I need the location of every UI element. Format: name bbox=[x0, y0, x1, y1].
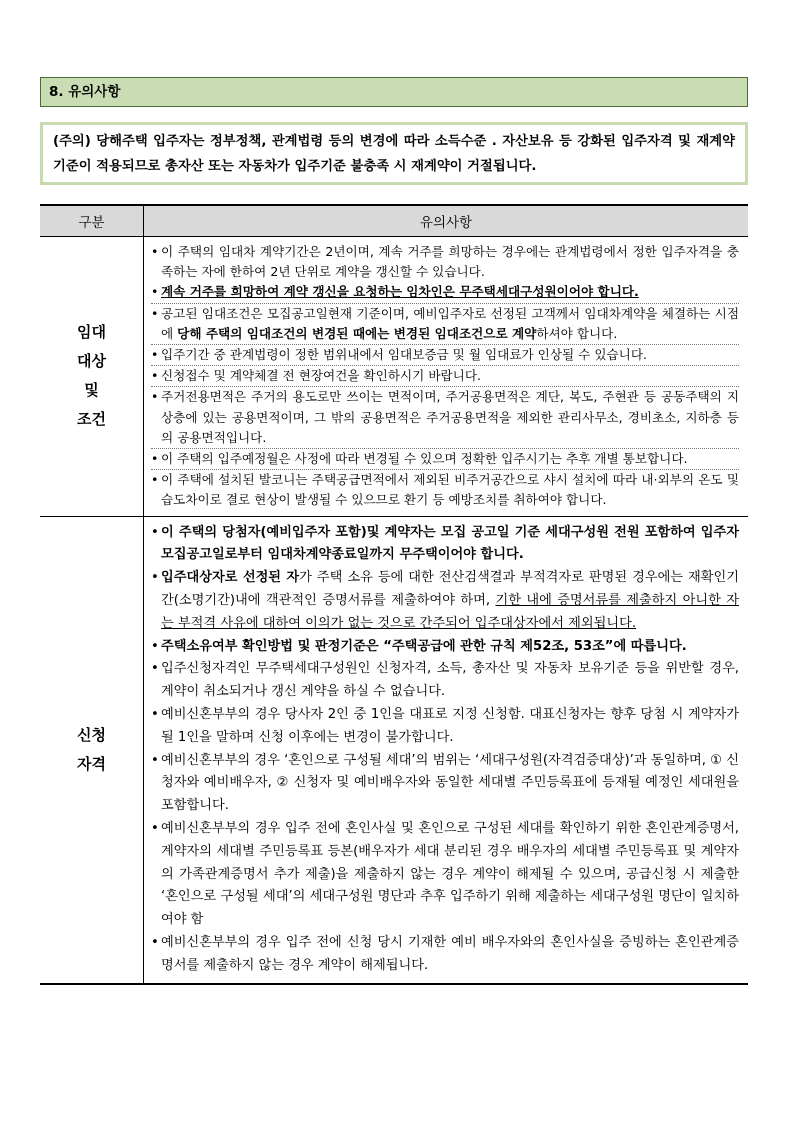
notice-table bbox=[40, 204, 748, 985]
list-item bbox=[151, 282, 739, 302]
category-line: 신청 bbox=[77, 725, 106, 744]
item-text: 입주기간 중 관계법령이 정한 범위내에서 임대보증금 및 월 임대료가 인상될 수 있습니다. bbox=[161, 347, 647, 363]
table-row bbox=[40, 237, 748, 517]
content-cell bbox=[144, 516, 749, 983]
bullet-icon: • bbox=[151, 821, 159, 836]
item-text: 신청접수 및 계약체결 전 현장여건을 확인하시기 바랍니다. bbox=[161, 368, 481, 384]
category-line: 임대 bbox=[77, 323, 106, 342]
list-item bbox=[151, 636, 739, 659]
list-item bbox=[151, 658, 739, 704]
category-line: 자격 bbox=[77, 754, 106, 773]
item-text: 공고된 임대조건은 모집공고일현재 기준이며, 예비입주자로 선정된 고객께서 임대차계약을 체결하는 시점에 bbox=[161, 305, 739, 341]
item-text: 이 주택의 당첨자(예비입주자 포함)및 계약자는 모집 공고일 기준 세대구성원 전원 포함하여 입주자 모집공고일로부터 임대차계약종료일까지 무주택이어야 합니다. bbox=[161, 524, 739, 563]
bullet-icon: • bbox=[151, 389, 159, 405]
header-category: 구분 bbox=[40, 205, 144, 237]
list-item bbox=[151, 818, 739, 932]
item-text: 이 주택의 임대차 계약기간은 2년이며, 계속 거주를 희망하는 경우에는 관계법령에서 정한 입주자격을 충족하는 자에 한하여 2년 단위로 계약을 갱신할 수 있습니다. bbox=[161, 244, 739, 280]
bullet-icon: • bbox=[151, 284, 159, 300]
list-item bbox=[151, 750, 739, 818]
item-text: 예비신혼부부의 경우 ‘혼인으로 구성될 세대’의 범위는 ‘세대구성원(자격검증대상)’과 동일하며, ① 신청자와 예비배우자, ② 신청자 및 예비배우자와 동일한 세대별 주민등록표에 등재될 예정인 세대원을 포함합니다. bbox=[161, 752, 739, 814]
list-item bbox=[151, 303, 739, 344]
bullet-icon: • bbox=[151, 347, 159, 363]
item-text: 예비신혼부부의 경우 입주 전에 혼인사실 및 혼인으로 구성된 세대를 확인하기 위한 혼인관계증명서, 계약자의 세대별 주민등록표 등본(배우자가 세대 분리된 경우 배우자의 세대별 주민등록표 및 계약자의 가족관계증명서 추가 제출)을 제출하지 않는 경우 계약이 해제될 수 있으며, 공급신청 시 제출한 ‘혼인으로 구성될 세대’의 세대구성원 명단과 추후 입주하기 위해 제출하는 세대구성원 명단이 일치하여야 함 bbox=[161, 821, 739, 928]
bullet-icon: • bbox=[151, 934, 159, 950]
table-row bbox=[40, 516, 748, 983]
bullet-icon: • bbox=[151, 472, 159, 488]
list-item bbox=[151, 386, 739, 448]
bullet-icon: • bbox=[151, 570, 159, 586]
content-cell bbox=[144, 237, 749, 517]
bullet-icon: • bbox=[151, 661, 159, 677]
item-text: 가 주택 소유 등에 대한 전산검색결과 부적격자로 판명된 경우에는 재확인기간(소명기간)내에 객관적인 증명서류를 제출하여야 하며, bbox=[161, 570, 739, 609]
bullet-icon: • bbox=[151, 638, 159, 654]
item-text: 이 주택에 설치된 발코니는 주택공급면적에서 제외된 비주거공간으로 샤시 설치에 따라 내·외부의 온도 및 습도차이로 결로 현상이 발생될 수 있으므로 환기 등 예방조치를 취하여야 합니다. bbox=[161, 472, 739, 508]
list-item bbox=[151, 365, 739, 386]
bullet-icon: • bbox=[151, 451, 159, 467]
list-item bbox=[151, 448, 739, 469]
table-header-row bbox=[40, 205, 748, 237]
header-content: 유의사항 bbox=[144, 205, 749, 237]
item-text: 이 주택의 입주예정월은 사정에 따라 변경될 수 있으며 정확한 입주시기는 추후 개별 통보합니다. bbox=[161, 451, 688, 467]
item-text-bold: 입주대상자로 선정된 자 bbox=[161, 570, 300, 586]
item-text: 예비신혼부부의 경우 당사자 2인 중 1인을 대표로 지정 신청함. 대표신청자는 향후 당첨 시 계약자가 될 1인을 말하며 신청 이후에는 변경이 불가합니다. bbox=[161, 707, 739, 745]
section-title: 8. 유의사항 bbox=[40, 77, 748, 107]
item-text: 주거전용면적은 주거의 용도로만 쓰이는 면적이며, 주거공용면적은 계단, 복도, 주현관 등 공동주택의 지상층에 있는 공용면적이며, 그 밖의 공용면적은 주거공용면적을 제외한 관리사무소, 경비초소, 지하층 등의 공용면적입니다. bbox=[161, 389, 739, 445]
category-line: 및 bbox=[84, 381, 99, 400]
bullet-icon: • bbox=[151, 244, 159, 259]
list-item bbox=[151, 932, 739, 978]
item-text: 예비신혼부부의 경우 입주 전에 신청 당시 기재한 예비 배우자와의 혼인사실을 증빙하는 혼인관계증명서를 제출하지 않는 경우 계약이 해제됩니다. bbox=[161, 934, 739, 973]
item-text-underlined: 기한 내에 증명서류를 제출하지 아니한 자는 부적격 사유에 대하여 이의가 없는 것으로 간주되어 입주대상자에서 제외됩니다. bbox=[161, 593, 739, 631]
list-item bbox=[151, 522, 739, 568]
item-text: 주택소유여부 확인방법 및 판정기준은 “주택공급에 관한 규칙 제52조, 53조”에 따릅니다. bbox=[161, 638, 687, 654]
bullet-icon: • bbox=[151, 368, 159, 384]
list-item bbox=[151, 567, 739, 635]
item-text: 입주신청자격인 무주택세대구성원인 신청자격, 소득, 총자산 및 자동차 보유기준 등을 위반할 경우, 계약이 취소되거나 갱신 계약을 하실 수 없습니다. bbox=[161, 661, 739, 700]
list-item bbox=[151, 469, 739, 510]
notice-box: (주의) 당해주택 입주자는 정부정책, 관계법령 등의 변경에 따라 소득수준 . 자산보유 등 강화된 입주자격 및 재계약 기준이 적용되므로 총자산 또는 자동차가 입주기준 불충족 시 재계약이 거절됩니다. bbox=[40, 122, 748, 185]
category-line: 대상 bbox=[77, 352, 106, 371]
item-text: 하셔야 합니다. bbox=[536, 325, 618, 341]
category-line: 조건 bbox=[77, 410, 106, 429]
list-item bbox=[151, 344, 739, 365]
item-text: 계속 거주를 희망하여 계약 갱신을 요청하는 임차인은 무주택세대구성원이어야 합니다. bbox=[161, 284, 639, 300]
item-text-bold: 당해 주택의 임대조건의 변경된 때에는 변경된 임대조건으로 계약 bbox=[177, 325, 537, 341]
bullet-icon: • bbox=[151, 305, 159, 321]
list-item bbox=[151, 704, 739, 750]
bullet-icon: • bbox=[151, 707, 159, 723]
bullet-icon: • bbox=[151, 524, 159, 540]
category-cell bbox=[40, 516, 144, 983]
bullet-icon: • bbox=[151, 752, 159, 768]
list-item bbox=[151, 242, 739, 282]
category-cell bbox=[40, 237, 144, 517]
